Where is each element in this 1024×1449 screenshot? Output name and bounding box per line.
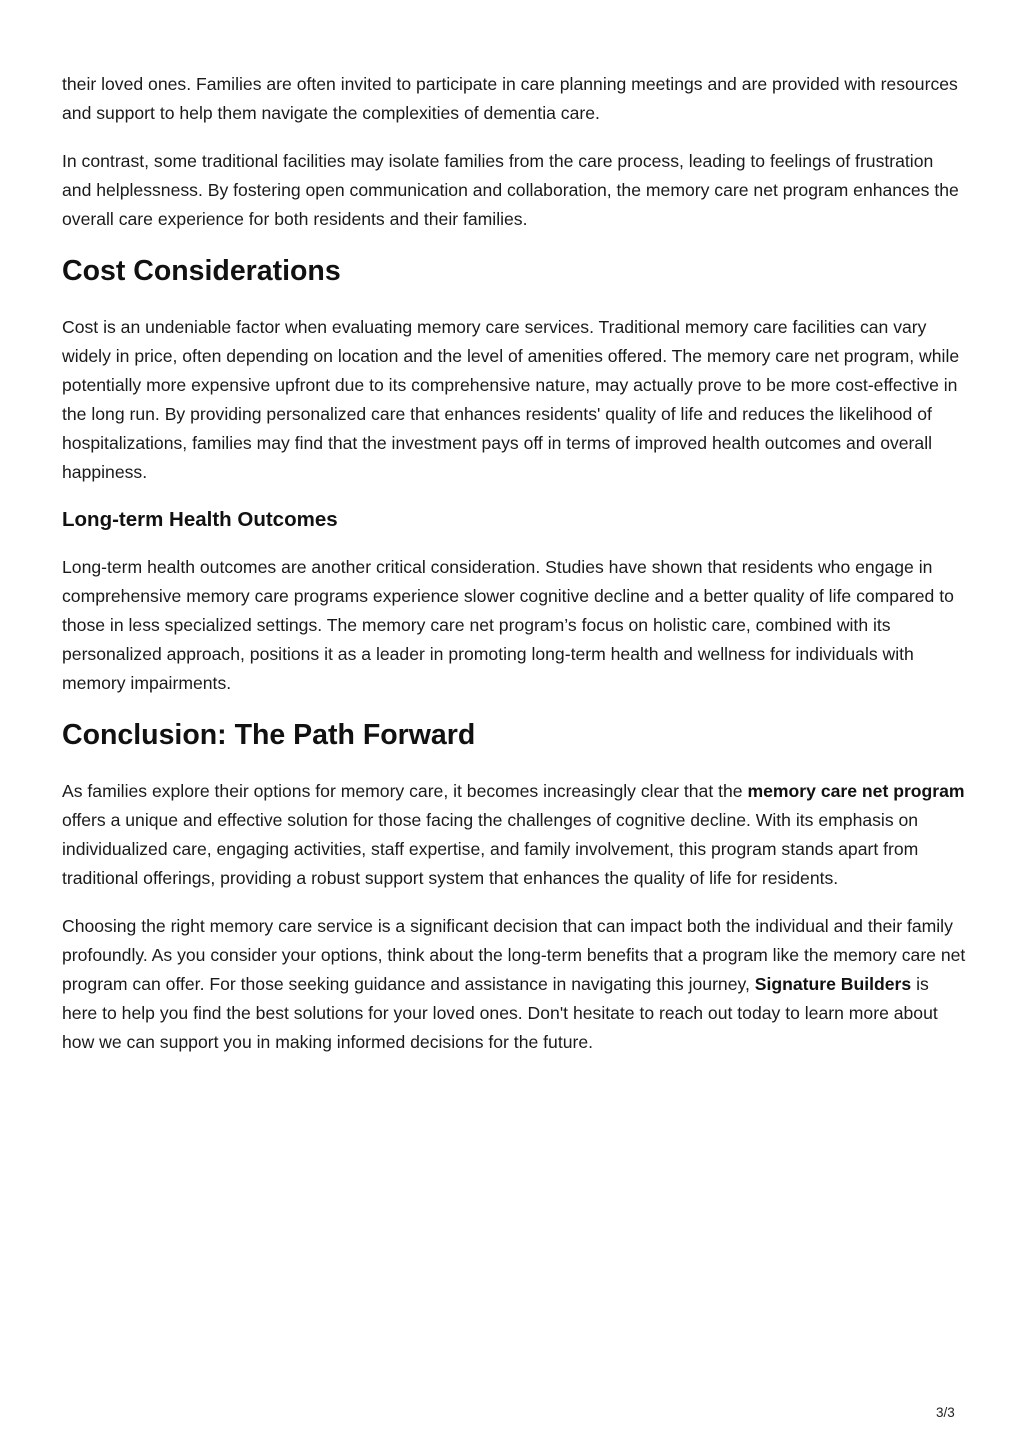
- document-body: [62, 70, 967, 1076]
- cta-text-start: Choosing the right memory care service is a significant decision that can impact both the individual and their family profoundly. As you consider your options, think about the long-term benefits that a program like the memory care net program can offer. For those seeking guidance and assistance in navigating this journey,: [62, 916, 966, 994]
- heading-conclusion: Conclusion: The Path Forward: [62, 719, 476, 751]
- paragraph-family-involvement: their loved ones. Families are often invited to participate in care planning meetings and are provided with resources and support to help them navigate the complexities of dementia care.: [62, 74, 958, 123]
- paragraph-cost: Cost is an undeniable factor when evaluating memory care services. Traditional memory care facilities can vary widely in price, often depending on location and the level of amenities offered. The memory care net program, while potentially more expensive upfront due to its comprehensive nature, may actually prove to be more cost-effective in the long run. By providing personalized care that enhances residents' quality of life and reduces the likelihood of hospitalizations, families may find that the investment pays off in terms of improved health outcomes and overall happiness.: [62, 317, 960, 482]
- paragraph-call-to-action: [62, 912, 967, 1057]
- paragraph-traditional-contrast: In contrast, some traditional facilities may isolate families from the care process, leading to feelings of frustration and helplessness. By fostering open communication and collaboration, the memory care net program enhances the overall care experience for both residents and their families.: [62, 151, 959, 229]
- paragraph-conclusion: [62, 777, 967, 893]
- conclusion-text-end: offers a unique and effective solution for those facing the challenges of cognitive decline. With its emphasis on individualized care, engaging activities, staff expertise, and family involvement, this program stands apart from traditional offerings, providing a robust support system that enhances the quality of life for residents.: [62, 810, 919, 888]
- heading-long-term-health-outcomes: Long-term Health Outcomes: [62, 508, 338, 531]
- paragraph-long-term-health: Long-term health outcomes are another critical consideration. Studies have shown that residents who engage in comprehensive memory care programs experience slower cognitive decline and a better quality of life compared to those in less specialized settings. The memory care net program’s focus on holistic care, combined with its personalized approach, positions it as a leader in promoting long-term health and wellness for individuals with memory impairments.: [62, 557, 954, 693]
- page-number: 3/3: [936, 1405, 955, 1420]
- heading-cost-considerations: Cost Considerations: [62, 255, 341, 287]
- bold-company-name: Signature Builders: [754, 974, 912, 994]
- cta-text-end: is here to help you find the best solutions for your loved ones. Don't hesitate to reach out today to learn more about how we can support you in making informed decisions for the future.: [62, 974, 938, 1052]
- conclusion-text-start: As families explore their options for memory care, it becomes increasingly clear that the: [62, 781, 748, 801]
- bold-program-name: memory care net program: [747, 781, 965, 801]
